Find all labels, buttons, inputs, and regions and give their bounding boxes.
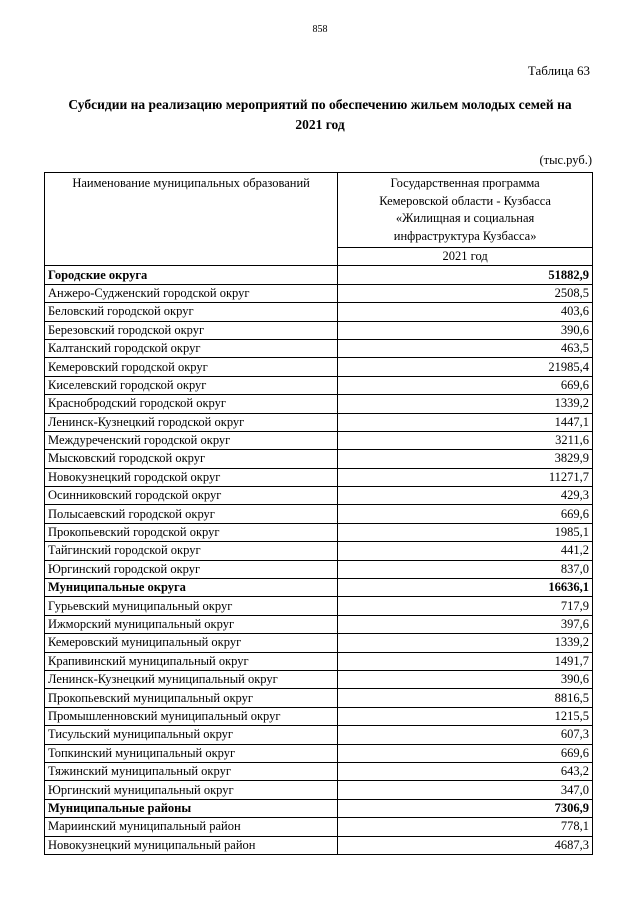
municipality-name-cell: Прокопьевский городской округ — [45, 523, 338, 541]
table-row — [45, 818, 593, 836]
subsidy-value-cell: 1985,1 — [338, 523, 593, 541]
subsidy-value-cell: 1491,7 — [338, 652, 593, 670]
municipality-name-cell: Юргинский городской округ — [45, 560, 338, 578]
subsidy-table — [44, 172, 593, 855]
table-row — [45, 707, 593, 725]
table-label: Таблица 63 — [527, 63, 590, 78]
table-row — [45, 615, 593, 633]
subsidy-value-cell: 4687,3 — [338, 836, 593, 854]
title-line-2: 2021 год — [295, 117, 345, 132]
header-name-spacer — [45, 248, 338, 266]
table-row — [45, 395, 593, 413]
subsidy-value-cell: 717,9 — [338, 597, 593, 615]
table-row — [45, 744, 593, 762]
table-row — [45, 321, 593, 339]
table-row — [45, 652, 593, 670]
subsidy-value-cell: 21985,4 — [338, 358, 593, 376]
table-row — [45, 303, 593, 321]
subsidy-value-cell: 347,0 — [338, 781, 593, 799]
municipality-name-cell: Краснобродский городской округ — [45, 395, 338, 413]
municipality-name-cell: Беловский городской округ — [45, 303, 338, 321]
subsidy-value-cell: 669,6 — [338, 744, 593, 762]
table-row — [45, 542, 593, 560]
header-program-line-2: Кемеровской области - Кузбасса — [379, 193, 551, 208]
table-body — [45, 173, 593, 855]
document-title — [40, 95, 600, 135]
municipality-name-cell: Тайгинский городской округ — [45, 542, 338, 560]
subsidy-value-cell: 1447,1 — [338, 413, 593, 431]
municipality-name-cell: Мариинский муниципальный район — [45, 818, 338, 836]
municipality-name-cell: Полысаевский городской округ — [45, 505, 338, 523]
municipality-name-cell: Новокузнецкий городской округ — [45, 468, 338, 486]
municipality-name-cell: Ижморский муниципальный округ — [45, 615, 338, 633]
table-group-row — [45, 266, 593, 284]
table-row — [45, 781, 593, 799]
subsidy-value-cell: 643,2 — [338, 762, 593, 780]
page-number: 858 — [312, 24, 328, 35]
subsidy-value-cell: 837,0 — [338, 560, 593, 578]
group-total-cell: 7306,9 — [338, 799, 593, 817]
header-program-line-3: «Жилищная и социальная — [395, 211, 535, 225]
subsidy-value-cell: 1339,2 — [338, 395, 593, 413]
municipality-name-cell: Топкинский муниципальный округ — [45, 744, 338, 762]
group-name-cell: Муниципальные округа — [45, 579, 338, 597]
subsidy-value-cell: 441,2 — [338, 542, 593, 560]
subsidy-value-cell: 8816,5 — [338, 689, 593, 707]
subsidy-value-cell: 607,3 — [338, 726, 593, 744]
table-row — [45, 726, 593, 744]
subsidy-value-cell: 1215,5 — [338, 707, 593, 725]
municipality-name-cell: Березовский городской округ — [45, 321, 338, 339]
table-row — [45, 431, 593, 449]
subsidy-value-cell: 669,6 — [338, 505, 593, 523]
group-total-cell: 51882,9 — [338, 266, 593, 284]
unit-label: (тыс.руб.) — [539, 153, 592, 167]
table-row — [45, 762, 593, 780]
header-name-column: Наименование муниципальных образований — [45, 173, 338, 248]
table-row — [45, 339, 593, 357]
subsidy-value-cell: 429,3 — [338, 487, 593, 505]
subsidy-value-cell: 11271,7 — [338, 468, 593, 486]
subsidy-value-cell: 3829,9 — [338, 450, 593, 468]
header-program-line-1: Государственная программа — [390, 176, 540, 190]
municipality-name-cell: Кемеровский муниципальный округ — [45, 634, 338, 652]
header-year-row — [45, 248, 593, 266]
table-group-row — [45, 579, 593, 597]
municipality-name-cell: Междуреченский городской округ — [45, 431, 338, 449]
table-row — [45, 560, 593, 578]
table-row — [45, 284, 593, 302]
municipality-name-cell: Крапивинский муниципальный округ — [45, 652, 338, 670]
subsidy-value-cell: 778,1 — [338, 818, 593, 836]
group-name-cell: Муниципальные районы — [45, 799, 338, 817]
table-group-row — [45, 799, 593, 817]
municipality-name-cell: Юргинский муниципальный округ — [45, 781, 338, 799]
table-row — [45, 413, 593, 431]
subsidy-value-cell: 390,6 — [338, 321, 593, 339]
municipality-name-cell: Промышленновский муниципальный округ — [45, 707, 338, 725]
subsidy-value-cell: 1339,2 — [338, 634, 593, 652]
table-row — [45, 523, 593, 541]
municipality-name-cell: Ленинск-Кузнецкий муниципальный округ — [45, 670, 338, 688]
municipality-name-cell: Гурьевский муниципальный округ — [45, 597, 338, 615]
header-program-line-4: инфраструктура Кузбасса» — [393, 228, 537, 243]
subsidy-value-cell: 390,6 — [338, 670, 593, 688]
municipality-name-cell: Тисульский муниципальный округ — [45, 726, 338, 744]
group-total-cell: 16636,1 — [338, 579, 593, 597]
subsidy-value-cell: 463,5 — [338, 339, 593, 357]
subsidy-value-cell: 3211,6 — [338, 431, 593, 449]
group-name-cell: Городские округа — [45, 266, 338, 284]
municipality-name-cell: Тяжинский муниципальный округ — [45, 762, 338, 780]
table-row — [45, 505, 593, 523]
table-row — [45, 376, 593, 394]
table-row — [45, 468, 593, 486]
header-year: 2021 год — [338, 248, 593, 266]
table-row — [45, 358, 593, 376]
subsidy-value-cell: 2508,5 — [338, 284, 593, 302]
header-program — [338, 173, 593, 248]
table-row — [45, 670, 593, 688]
municipality-name-cell: Осинниковский городской округ — [45, 487, 338, 505]
title-line-1: Субсидии на реализацию мероприятий по обеспечению жильем молодых семей на — [68, 97, 572, 112]
municipality-name-cell: Киселевский городской округ — [45, 376, 338, 394]
subsidy-value-cell: 669,6 — [338, 376, 593, 394]
municipality-name-cell: Мысковский городской округ — [45, 450, 338, 468]
municipality-name-cell: Прокопьевский муниципальный округ — [45, 689, 338, 707]
municipality-name-cell: Кемеровский городской округ — [45, 358, 338, 376]
table-row — [45, 634, 593, 652]
municipality-name-cell: Ленинск-Кузнецкий городской округ — [45, 413, 338, 431]
municipality-name-cell: Калтанский городской округ — [45, 339, 338, 357]
municipality-name-cell: Новокузнецкий муниципальный район — [45, 836, 338, 854]
table-row — [45, 450, 593, 468]
municipality-name-cell: Анжеро-Судженский городской округ — [45, 284, 338, 302]
table-row — [45, 487, 593, 505]
table-row — [45, 597, 593, 615]
table-row — [45, 836, 593, 854]
header-row — [45, 173, 593, 248]
subsidy-value-cell: 403,6 — [338, 303, 593, 321]
subsidy-value-cell: 397,6 — [338, 615, 593, 633]
table-row — [45, 689, 593, 707]
